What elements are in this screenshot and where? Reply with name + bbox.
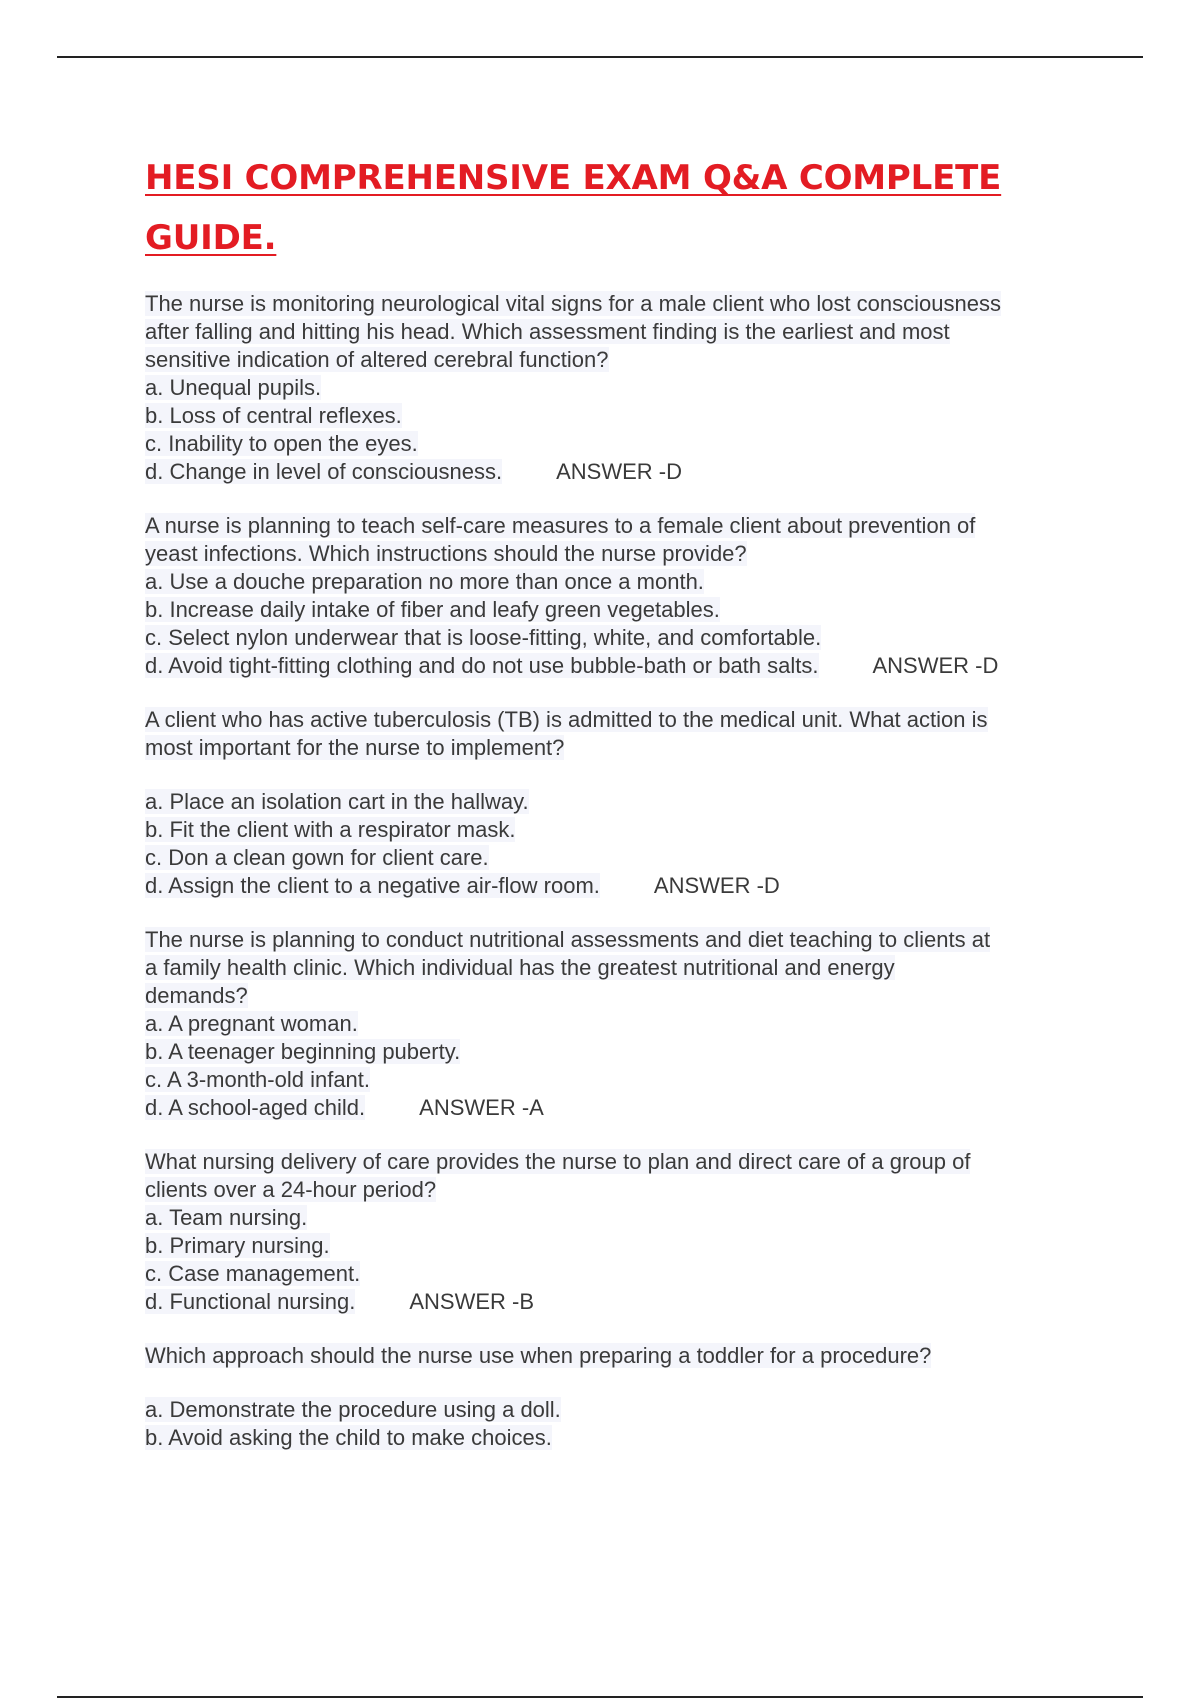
option-a: a. Use a douche preparation no more than once a month.	[145, 569, 704, 594]
option-a: a. Unequal pupils.	[145, 375, 322, 400]
question-stem-line: yeast infections. Which instructions should the nurse provide?	[145, 541, 747, 566]
option-d: d. Functional nursing. ANSWER -B	[145, 1289, 535, 1314]
question-stem-line: after falling and hitting his head. Which assessment finding is the earliest and most	[145, 319, 950, 344]
question-stem-line: most important for the nurse to implement?	[145, 735, 565, 760]
answer-key: ANSWER -A	[419, 1095, 544, 1120]
question-stem-line: A client who has active tuberculosis (TB) is admitted to the medical unit. What action is	[145, 707, 988, 732]
question-6	[145, 1342, 1105, 1452]
question-1	[145, 290, 1105, 486]
question-stem-line: A nurse is planning to teach self-care measures to a female client about prevention of	[145, 513, 976, 538]
option-c: c. Select nylon underwear that is loose-fitting, white, and comfortable.	[145, 625, 822, 650]
title-line-1: HESI COMPREHENSIVE EXAM Q&A COMPLETE	[145, 158, 1002, 198]
answer-key: ANSWER -B	[409, 1289, 535, 1314]
option-b: b. Increase daily intake of fiber and leafy green vegetables.	[145, 597, 720, 622]
top-rule	[57, 56, 1143, 58]
answer-key: ANSWER -D	[556, 459, 682, 484]
question-stem-line: sensitive indication of altered cerebral function?	[145, 347, 609, 372]
spacer	[145, 1370, 1105, 1396]
option-b: b. Loss of central reflexes.	[145, 403, 402, 428]
answer-key: ANSWER -D	[653, 873, 780, 898]
answer-key: ANSWER -D	[872, 653, 999, 678]
option-a: a. Place an isolation cart in the hallway.	[145, 789, 529, 814]
option-b: b. Fit the client with a respirator mask.	[145, 817, 516, 842]
option-c: c. Don a clean gown for client care.	[145, 845, 489, 870]
question-stem-line: a family health clinic. Which individual has the greatest nutritional and energy	[145, 955, 895, 980]
option-c: c. A 3-month-old infant.	[145, 1067, 371, 1092]
option-a: a. Team nursing.	[145, 1205, 308, 1230]
question-2	[145, 512, 1105, 680]
question-4	[145, 926, 1105, 1122]
option-d: d. A school-aged child. ANSWER -A	[145, 1095, 544, 1120]
question-stem-line: demands?	[145, 983, 248, 1008]
option-c: c. Inability to open the eyes.	[145, 431, 418, 456]
option-b: b. A teenager beginning puberty.	[145, 1039, 461, 1064]
option-a: a. Demonstrate the procedure using a doll.	[145, 1397, 561, 1422]
option-d: d. Assign the client to a negative air-flow room. ANSWER -D	[145, 873, 780, 898]
document-title	[145, 148, 1105, 268]
option-c: c. Case management.	[145, 1261, 361, 1286]
option-d: d. Change in level of consciousness. ANSWER -D	[145, 459, 682, 484]
question-5	[145, 1148, 1105, 1316]
option-d: d. Avoid tight-fitting clothing and do not use bubble-bath or bath salts. ANSWER -D	[145, 653, 999, 678]
document-body	[145, 148, 1105, 1478]
bottom-rule	[57, 1696, 1143, 1698]
question-stem-line: The nurse is planning to conduct nutritional assessments and diet teaching to clients at	[145, 927, 991, 952]
question-stem-line: The nurse is monitoring neurological vital signs for a male client who lost consciousness	[145, 291, 1001, 316]
option-b: b. Primary nursing.	[145, 1233, 330, 1258]
question-3	[145, 706, 1105, 900]
question-stem-line: Which approach should the nurse use when preparing a toddler for a procedure?	[145, 1343, 932, 1368]
question-stem-line: What nursing delivery of care provides the nurse to plan and direct care of a group of	[145, 1149, 971, 1174]
title-line-2: GUIDE.	[145, 218, 277, 258]
question-stem-line: clients over a 24-hour period?	[145, 1177, 437, 1202]
option-b: b. Avoid asking the child to make choices.	[145, 1425, 552, 1450]
spacer	[145, 762, 1105, 788]
option-a: a. A pregnant woman.	[145, 1011, 358, 1036]
